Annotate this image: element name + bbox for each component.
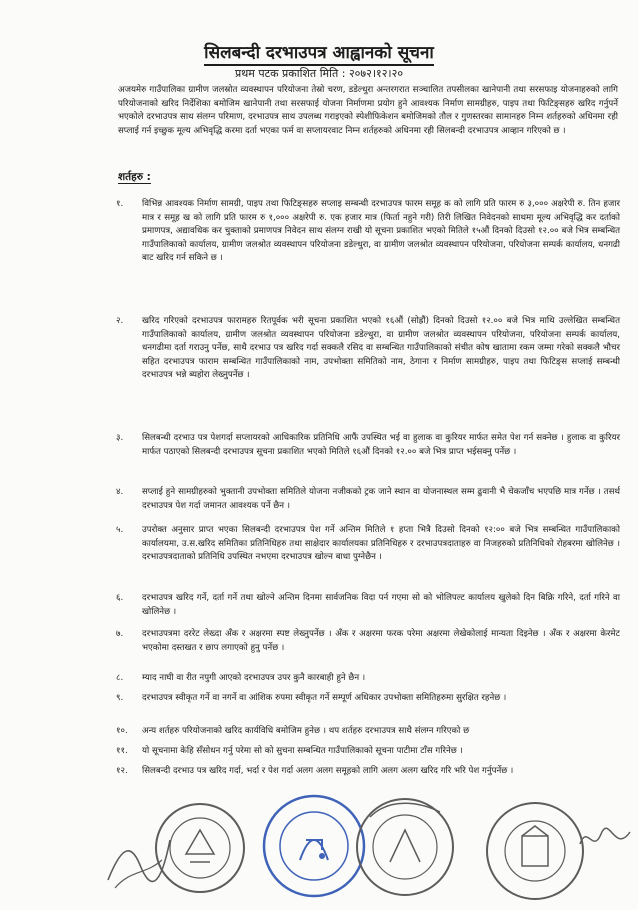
clause-number: ४. xyxy=(116,487,124,497)
clause-number: ३. xyxy=(116,433,124,443)
clause-11 xyxy=(116,745,620,759)
clause-number: १२. xyxy=(116,766,128,776)
clause-number: ६. xyxy=(116,593,124,603)
clause-3 xyxy=(116,432,620,459)
clause-text: यो सूचनामा केहि सँसोधन गर्नु परेमा सो को सुचना सम्बन्धित गाउँपालिकाको सूचना पाटीमा टाँस गरिनेछ । xyxy=(142,746,463,756)
clause-8 xyxy=(116,672,620,686)
clause-4 xyxy=(116,486,620,513)
clause-12 xyxy=(116,765,620,779)
published-date: प्रथम पटक प्रकाशित मिति : २०७२।१२।२० xyxy=(234,67,404,80)
clause-number: २. xyxy=(116,316,124,326)
project-seal-icon xyxy=(480,796,590,906)
clause-6 xyxy=(116,592,620,619)
clause-number: ५. xyxy=(116,525,124,535)
clause-10 xyxy=(116,725,620,739)
signature-2-icon xyxy=(575,814,635,874)
clause-text: दरभाउपत्रमा दररेट लेख्दा अँक र अक्षरमा स्पष्ट लेख्नुपर्नेछ । अँक र अक्षरमा फरक परेमा अक्षरमा लेखेकोलाई मान्यता दिइनेछ । अँक र अक्षरमा केरमेट भएकोमा दस्तखत र छाप लगाएको हुनु पर्नेछ । xyxy=(142,629,620,653)
clause-2 xyxy=(116,315,620,383)
clause-5 xyxy=(116,524,620,565)
clause-number: ७. xyxy=(116,629,124,639)
notice-title: सिलबन्दी दरभाउपत्र आह्वानको सूचना xyxy=(0,40,638,63)
clause-text: सिलबन्धी दरभाउ पत्र पेशगर्दा सप्लायरको आधिकारिक प्रतिनिधि आफैं उपस्थित भई वा हुलाक वा कुरियर मार्फत समेत पेश गर्न सक्नेछ । हुलाक वा कुरियर मार्फत पठाएको सिलबन्दी दरभाउपत्र सूचना प्रकाशित भएको मितिले १६औं दिनको १२.०० बजे भित्र प्राप्त भईसक्नु पर्नेछ । xyxy=(142,433,620,457)
clause-text: सिलबन्दी दरभाउ पत्र खरिद गर्दा, भर्दा र पेश गर्दा अलग अलग समूहको लागि अलग अलग खरिद गरि भरि पेश गर्नुपर्नेछ । xyxy=(142,766,514,776)
clause-number: १०. xyxy=(116,726,128,736)
clause-number: ९. xyxy=(116,693,124,703)
municipality-seal-icon xyxy=(150,798,250,898)
clause-text: सप्लाई हुने सामग्रीहरुको भुक्तानी उपभोक्ता समितिले योजना नजीकको ट्रक जाने स्थान वा योजनास्थल सम्म ढुवानी भै चेकजाँच भएपछि मात्र गर्नेछ । तसर्थ दरभाउपत्र पेश गर्दा जमानत आवश्यक पर्ने छैन । xyxy=(142,487,620,511)
clause-number: ११. xyxy=(116,746,128,756)
clause-number: १. xyxy=(116,199,124,209)
clause-1 xyxy=(116,198,620,266)
clause-7 xyxy=(116,628,620,655)
seals-and-signatures xyxy=(0,790,638,910)
clause-text: दरभाउपत्र स्वीकृत गर्ने वा नगर्ने वा आंशिक रुपमा स्वीकृत गर्ने सम्पूर्ण अधिकार उपभोक्ता समितिहरुमा सुरक्षित रहनेछ । xyxy=(142,693,507,703)
clause-9 xyxy=(116,692,620,706)
clause-text: दरभाउपत्र खरिद गर्ने, दर्ता गर्ने तथा खोल्ने अन्तिम दिनमा सार्वजनिक विदा पर्न गएमा सो को भोलिपल्ट कार्यालय खुलेको दिन बिक्रि गरिने, दर्ता गरिने वा खोलिनेछ । xyxy=(142,593,620,617)
clause-text: विभिन्न आवश्यक निर्माण सामग्री, पाइप तथा फिटिङ्सहरु सप्लाइ सम्बन्धी दरभाउपत्र फारम समूह क को लागि प्रति फारम रु ३,००० अक्षरेपी रु. तिन हजार मात्र र समूह ख को लागि प्रति फारम रु १,००० अक्षरेपी रु. एक हजार मात्र (फिर्ता नहुने गरी) तिरी लिखित निवेदनको साथमा मूल्य अभिवृद्धि कर दर्ताको प्रमाणपत्र, अद्यावधिक कर चुक्ताको प्रमाणपत्र निवेदन साथ संलग्न राखी यो सूचना प्रकाशित भएको मितिले १५औं दिनको दिउसो १२.०० बजे भित्र सम्बन्धित गाउँपालिकाको कार्यालय, ग्रामीण जलश्रोत व्यवस्थापन परियोजना डडेल्धुरा, वा ग्रामीण जलश्रोत व्यवस्थापन परियोजना, परियोजना सम्पर्क कार्यालय, धनगढी बाट खरिद गर्न सकिने छ । xyxy=(142,199,620,264)
clause-text: उपरोक्त अनुसार प्राप्त भएका सिलबन्दी दरभाउपत्र पेश गर्ने अन्तिम मितिले १ हप्ता भित्रै दिउसो दिनको १२:०० बजे भित्र सम्बन्धित गाउँपालिकाको कार्यालयमा, उ.स.खरिद समितिका प्रतिनिधिहरु तथा साक्षेदार कार्यालयका प्रतिनिधिहरु र दरभाउपत्रदाताहरु वा निजहरुको प्रतिनिधिको रोहबरमा खोलिनेछ । दरभाउपत्रदाताको प्रतिनिधि उपस्थित नभएमा दरभाउपत्र खोल्न बाधा पुग्नेछैन । xyxy=(142,525,620,563)
clause-text: अन्य शर्तहरु परियोजनाको खरिद कार्यविधि बमोजिम हुनेछ । थप शर्तहरु दरभाउपत्र साथै संलग्न गरिएको छ xyxy=(142,726,470,736)
clause-number: ८. xyxy=(116,673,124,683)
committee-seal-icon xyxy=(350,792,460,902)
intro-paragraph: अजयमेरु गाउँपालिका ग्रामीण जलस्रोत व्यवस्थापन परियोजना तेस्रो चरण, डडेल्धुरा अन्तरगरात सञ्चालित तपसीलका खानेपानी तथा सरसफाइ योजनाहरुको लागि परियोजनाको खरिद निर्देशिका बमोजिम खानेपानी तथा सरसफाई योजना निर्माणमा प्रयोग हुने आवश्यक निर्माण सामग्रीहरु, पाइप तथा फिटिङ्सहरु खरिद गर्नुपर्ने भएकोले दरभाउपत्र साथ संलग्न परिमाण, दरभाउपत्र साथ उपलब्ध गराइएको स्पेशीफिकेशन बमोजिमको तौल र गुणस्तरका सामानहरु निम्न शर्तहरुको अधिनमा रही सप्लाई गर्न इच्छुक मूल्य अभिवृद्धि करमा दर्ता भएका फर्म वा सप्लायरवाट निम्न शर्तहरुको अधिनमा रही सिलबन्दी दरभाउपत्र आव्हान गरिएको छ । xyxy=(118,85,618,136)
clause-text: म्याद नाघी वा रीत नपुगी आएको दरभाउपत्र उपर कुनै कारबाही हुने छैन । xyxy=(142,673,366,683)
terms-heading: शर्तहरु : xyxy=(118,171,151,183)
clause-text: खरिद गरिएको दरभाउपत्र फारामहरु रितपूर्वक भरी सूचना प्रकाशित भएको १६औं (सोह्रौं) दिनको दिउसो १२.०० बजे भित्र माथि उल्लेखित सम्बन्धित गाउँपालिकाको कार्यालय, ग्रामीण जलश्रोत व्यवस्थापन परियोजना डडेल्धुरा, वा ग्रामीण जलश्रोत व्यवस्थापन परियोजना, परियोजना सम्पर्क कार्यालय, धनगढीमा दर्ता गराउनु पर्नेछ, साथै दरभाउ पत्र खरिद गर्दा सक्कलै रसिद वा सम्बन्धित गाउँपालिकाको संचीत कोष खातामा रकम जम्मा गरेको सक्कलै भौचर सहित दरभाउपत्र फाराम सम्बन्धित गाउँपालिकाको नाम, उपभोक्ता समितिको नाम, ठेगाना र निर्माण सामग्रीहरु, पाइप तथा फिटिङ्स सप्लाई सम्बन्धी दरभाउपत्र भन्ने ब्यहोरा लेख्नुपर्नेछ । xyxy=(142,316,620,381)
